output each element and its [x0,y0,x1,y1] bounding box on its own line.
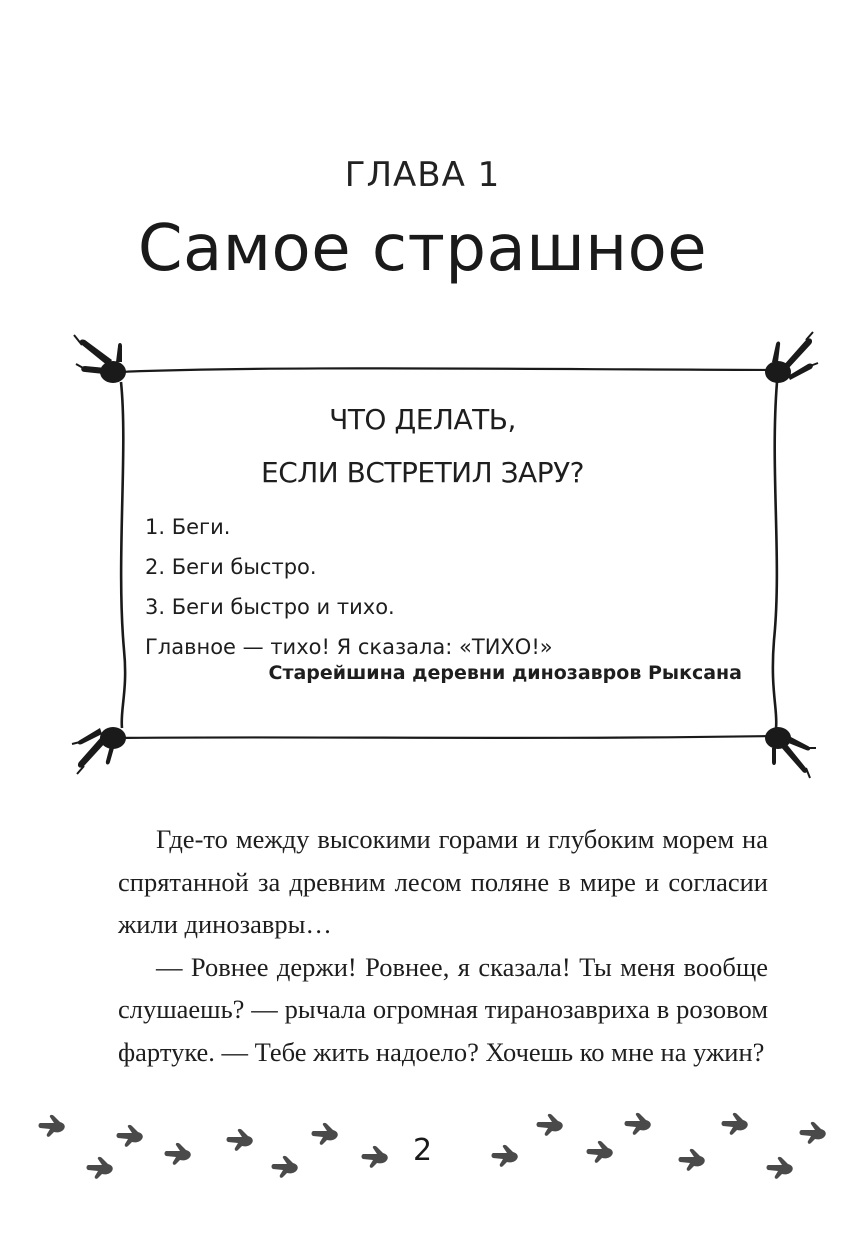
dino-footprint-icon [765,727,816,778]
notice-heading-line2: ЕСЛИ ВСТРЕТИЛ ЗАРУ? [261,456,584,489]
dino-footprint-icon [765,332,818,383]
notice-signature: Старейшина деревни динозавров Рыксана [268,662,742,684]
rule-item: Главное — тихо! Я сказала: «ТИХО!» [145,635,553,659]
story-paragraph: Где-то между высокими горами и глубоким морем на спрятанной за древним лесом поляне в мире и согласии жили динозавры… [118,824,768,939]
rule-item: 1. Беги. [145,515,231,539]
rule-item: 2. Беги быстро. [145,555,317,579]
rule-item: 3. Беги быстро и тихо. [145,595,395,619]
footprint-icon [722,1113,748,1135]
notice-heading-line1: ЧТО ДЕЛАТЬ, [329,403,516,436]
story-paragraph: — Ровнее держи! Ровнее, я сказала! Ты меня вообще слушаешь? — рычала огромная тиранозавриха в розовом фартуке. — Тебе жить надоело? Хочешь ко мне на ужин? [118,951,768,1067]
chapter-label: ГЛАВА 1 [344,155,501,195]
page-number: 2 [412,1133,433,1168]
footprint-icon [625,1113,651,1135]
dino-footprint-icon [74,335,126,383]
rules-list [145,507,553,667]
story-text [118,818,768,1073]
chapter-title: Самое страшное [137,212,708,286]
dino-footprint-icon [72,727,126,774]
